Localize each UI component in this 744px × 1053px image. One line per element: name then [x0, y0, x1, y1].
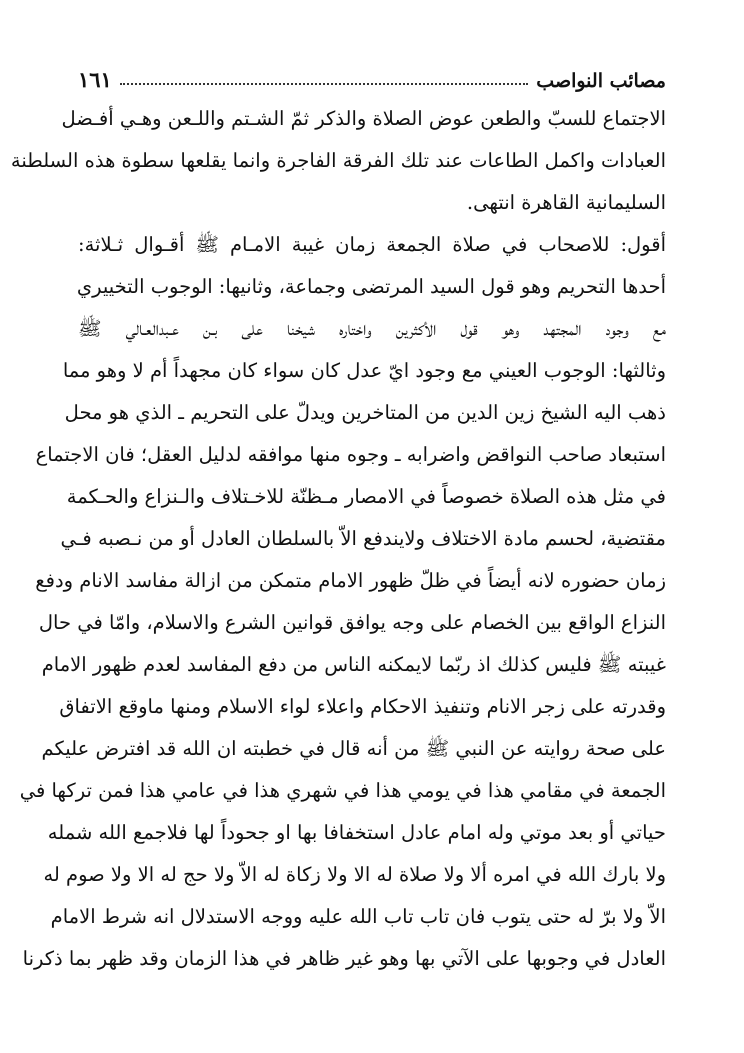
dotted-leader — [120, 83, 528, 85]
text-line: أقول: للاصحاب في صلاة الجمعة زمان غيبة الامـام ﷺ أقـوال ثـلاثة: — [78, 233, 666, 256]
text-line: الاجتماع للسبّ والطعن عوض الصلاة والذكر ثمّ الشـتم واللـعن وهـي أفـضل — [61, 107, 666, 130]
page-header — [78, 62, 666, 92]
text-line: في مثل هذه الصلاة خصوصاً في الامصار مـظنّة للاخـتلاف والـنزاع والحـكمة — [66, 485, 666, 508]
text-line: الجمعة في مقامي هذا في يومي هذا في شهري هذا في عامي هذا فمن تركها في — [19, 779, 666, 802]
text-line: وقدرته على زجر الانام وتنفيذ الاحكام واعلاء لواء الاسلام ومنها ماوقع الاتفاق — [59, 695, 666, 718]
text-line: استبعاد صاحب النواقض واضرابه ـ وجوه منها موافقه لدليل العقل؛ فان الاجتماع — [35, 443, 666, 466]
text-line: العادل في وجوبها على الآتي بها وهو غير ظاهر في هذا الزمان وقد ظهر بما ذكرنا — [22, 947, 666, 970]
text-line: أحدها التحريم وهو قول السيد المرتضى وجماعة، وثانيها: الوجوب التخييري — [76, 275, 666, 298]
text-line: مقتضية، لحسم مادة الاختلاف ولايندفع الاّ بالسلطان العادل أو من نـصبه فـي — [60, 527, 666, 550]
page-number: ١٦١ — [78, 67, 112, 92]
text-line: ذهب اليه الشيخ زين الدين من المتاخرين ويدلّ على التحريم ـ الذي هو محل — [64, 401, 666, 424]
text-line: مع وجود المجتهد وهو قول الأكثرين واختاره شيخنا على بـن عـبدالعـالي ﷺ — [78, 317, 666, 340]
text-line: غيبته ﷺ فليس كذلك اذ ربّما لايمكنه الناس من دفع المفاسد لعدم ظهور الامام — [41, 653, 666, 676]
text-line: على صحة روايته عن النبي ﷺ من أنه قال في خطبته ان الله قد افترض عليكم — [41, 737, 666, 760]
text-line: العبادات واكمل الطاعات عند تلك الفرقة الفاجرة وانما يقلعها سطوة هذه السلطنة — [10, 149, 666, 172]
text-line: السليمانية القاهرة انتهى. — [466, 191, 666, 214]
page — [10, 62, 666, 980]
text-line: زمان حضوره لانه أيضاً في ظلّ ظهور الامام متمكن من ازالة مفاسد الانام ودفع — [35, 569, 666, 592]
running-title: مصائب النواصب — [536, 70, 666, 92]
text-line: وثالثها: الوجوب العيني مع وجود ايّ عدل كان سواء كان مجهداً أم لا وهو مما — [62, 359, 666, 382]
text-line: ولا بارك الله في امره ألا ولا صلاة له الا ولا زكاة له الاّ ولا حج له الا ولا صوم له — [43, 863, 666, 886]
body-text — [10, 98, 666, 980]
text-line: حياتي أو بعد موتي وله امام عادل استخفافا بها او جحوداً لها فلاجمع الله شمله — [47, 821, 666, 844]
text-line: النزاع الواقع بين الخصام على وجه يوافق قوانين الشرع والاسلام، وامّا في حال — [38, 611, 666, 634]
text-line: الاّ ولا برّ له حتى يتوب فان تاب تاب الله عليه ووجه الاستدلال انه شرط الامام — [50, 905, 666, 928]
